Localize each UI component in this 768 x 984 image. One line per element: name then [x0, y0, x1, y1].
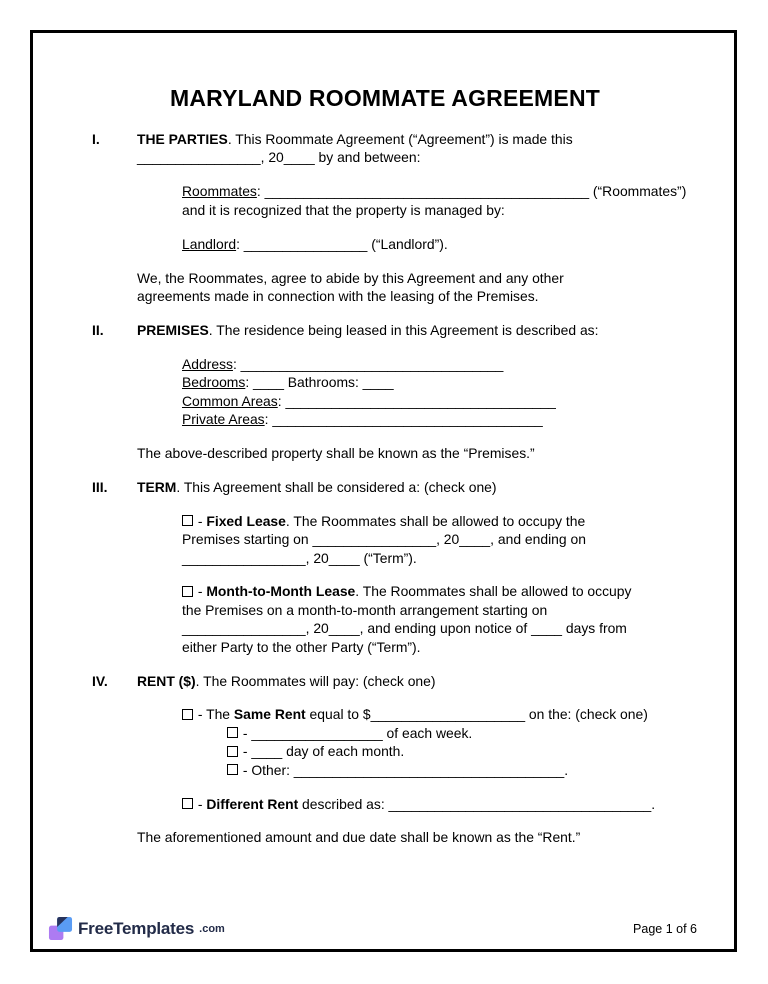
month-to-month-option: - Month-to-Month Lease. The Roommates shall be allowed to occupy the Premises on a month-to-month arrangement starting on ________________, 20____, and ending upon notice of ____ days from either Party to the other Party (“Term”). — [182, 583, 632, 655]
same-rent-label: Same Rent — [233, 706, 306, 723]
document-page — [30, 30, 737, 952]
logo-tld: .com — [199, 922, 225, 935]
checkbox-icon — [182, 709, 193, 720]
agreement-clause: We, the Roommates, agree to abide by this Agreement and any other agreements made in connection with the leasing of the Premises. — [137, 269, 564, 304]
monthly-rent-option: - ____ day of each month. — [227, 742, 690, 760]
private-areas-label: Private Areas — [182, 410, 265, 427]
bedrooms-field — [182, 373, 690, 391]
section-number: III. — [92, 478, 108, 495]
term-intro: TERM. This Agreement shall be considered a: (check one) — [137, 478, 497, 495]
section-number: II. — [92, 321, 104, 338]
bedrooms-blank: : ____ Bathrooms: ____ — [245, 374, 394, 391]
section-heading: TERM — [137, 478, 177, 495]
page-title: MARYLAND ROOMMATE AGREEMENT — [169, 85, 601, 111]
weekly-rent-option: - _________________ of each week. — [227, 724, 690, 742]
premises-fields — [182, 355, 690, 429]
checkbox-icon — [227, 727, 238, 738]
section-rent — [92, 672, 690, 863]
document-content — [33, 33, 734, 862]
month-to-month-label: Month-to-Month Lease — [206, 583, 356, 600]
address-field — [182, 355, 690, 373]
checkbox-icon — [227, 764, 238, 775]
rent-known-as: The aforementioned amount and due date shall be known as the “Rent.” — [137, 829, 581, 846]
different-rent-option: - Different Rent described as: __________________________________. — [182, 795, 690, 813]
other-rent-option: - Other: ___________________________________. — [227, 761, 690, 779]
checkbox-icon — [182, 798, 193, 809]
private-areas-field — [182, 410, 690, 428]
bedrooms-label: Bedrooms — [182, 374, 246, 391]
page-footer — [48, 915, 697, 942]
address-blank: : __________________________________ — [232, 355, 504, 372]
landlord-label: Landlord — [182, 235, 237, 252]
section-parties — [92, 130, 690, 321]
section-term — [92, 478, 690, 672]
fixed-lease-label: Fixed Lease — [206, 512, 286, 529]
landlord-field — [182, 235, 690, 253]
freetemplates-logo — [48, 915, 225, 942]
section-heading: PREMISES — [137, 321, 209, 338]
logo-text: FreeTemplates — [78, 918, 195, 938]
private-areas-blank: : ___________________________________ — [264, 410, 543, 427]
same-rent-option: - The Same Rent equal to $____________________ on the: (check one) - _________________ of each week. - ____ day of each month. - Other: ___________________________________. — [182, 705, 690, 779]
section-number: IV. — [92, 672, 108, 689]
checkbox-icon — [227, 746, 238, 757]
common-areas-label: Common Areas — [182, 392, 278, 409]
fixed-lease-option: - Fixed Lease. The Roommates shall be allowed to occupy the Premises starting on ________________, 20____, and ending on ________________, 20____ (“Term”). — [182, 512, 586, 566]
date-blank-line: ________________, 20____ by and between: — [137, 149, 421, 166]
rent-intro: RENT ($). The Roommates will pay: (check one) — [137, 672, 436, 689]
landlord-blank: : ________________ (“Landlord”). — [236, 235, 448, 252]
premises-known-as: The above-described property shall be known as the “Premises.” — [137, 444, 535, 461]
checkbox-icon — [182, 586, 193, 597]
roommates-blank: : __________________________________________ (“Roommates”) — [256, 183, 687, 200]
common-areas-blank: : ___________________________________ — [277, 392, 556, 409]
page-number: Page 1 of 6 — [633, 921, 697, 936]
roommates-field: Roommates: __________________________________________ (“Roommates”) and it is recognized that the property is managed by: — [182, 183, 687, 218]
roommates-label: Roommates — [182, 183, 257, 200]
different-rent-label: Different Rent — [206, 795, 299, 812]
section-number: I. — [92, 131, 100, 147]
checkbox-icon — [182, 515, 193, 526]
section-heading: RENT ($) — [137, 672, 196, 689]
parties-intro: THE PARTIES. This Roommate Agreement (“Agreement”) is made this ________________, 20____ by and between: — [137, 131, 573, 166]
common-areas-field — [182, 392, 690, 410]
section-premises — [92, 321, 690, 478]
freetemplates-logo-icon — [48, 915, 73, 942]
address-label: Address — [182, 355, 233, 372]
section-heading: THE PARTIES — [137, 131, 228, 147]
premises-intro: PREMISES. The residence being leased in this Agreement is described as: — [137, 321, 599, 338]
